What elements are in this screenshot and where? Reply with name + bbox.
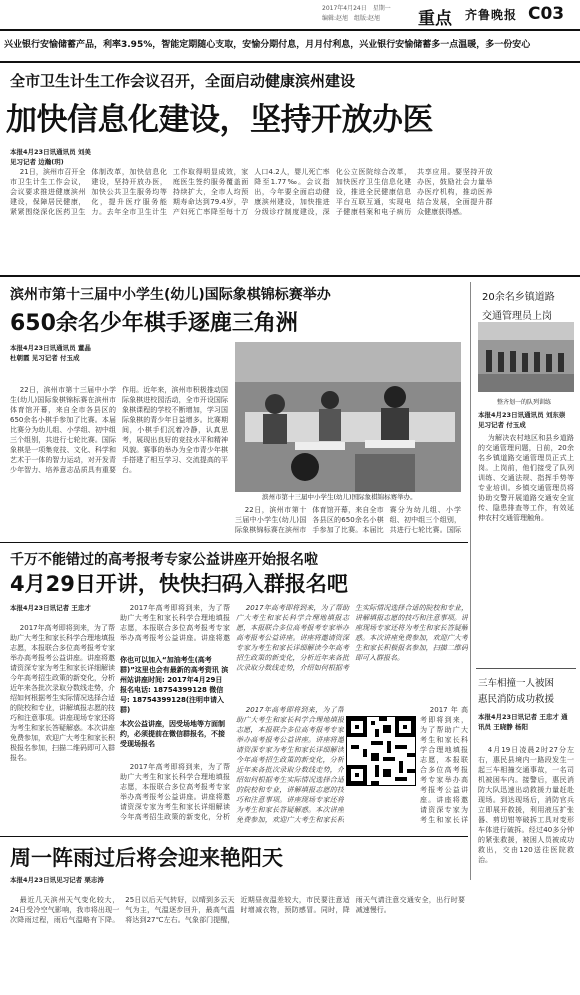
story1-kicker: 全市卫生计生工作会议召开，全面启动健康滨州建设 — [10, 72, 356, 90]
story3-headline: 4月29日开讲，快快扫码入群报名吧 — [10, 572, 348, 596]
story3-byline: 本报4月23日讯记者 王忠才 — [10, 604, 91, 612]
sidebar1-body — [478, 433, 574, 658]
story1-body-text: 21日，滨州市召开全市卫生计生工作会议，会议要求推进健康滨州建设，保障居民健康，紧紧围绕深化医药卫生体制改革，加快信息化建设，坚持开放办医，加快公共卫生服务均等化，提升医疗服务能力。去年全市卫生计生工作取得明显成效，家庭医生签约服务覆盖面持续扩大，全市人均预期寿命达到79.4岁，孕产妇死亡率降至每十万人口4.2人，婴儿死亡率降至1.77‰。会议指出，今年要全面启动健康滨州建设，加快推进分级诊疗制度建设，深化公立医院综合改革，加快医疗卫生信息化建设，推进全民健康信息平台互联互通，实现电子健康档案和电子病历共享应用。要坚持开放办医，鼓励社会力量举办医疗机构，推动医养结合发展，全面提升群众健康获得感。 — [10, 168, 493, 216]
story2-rule — [0, 542, 468, 543]
story1-byline: 本报4月23日讯通讯员 刘美 见习记者 边瀚(玥) — [10, 148, 91, 166]
chess-photo-caption: 滨州市第十三届中小学生(幼儿)国际象棋锦标赛举办。 — [262, 493, 417, 501]
story3-body-right-wrap — [236, 603, 468, 701]
ad-banner — [0, 33, 580, 59]
story2-body-right — [235, 505, 461, 540]
qr-promo-box — [120, 655, 230, 760]
story3-body-mid-text: 2017年高考即将到来，为了帮助广大考生和家长科学合理地填报志愿，本报联合多位高考报考专家举办高考报考公益讲座。讲座将邀 — [120, 604, 230, 642]
story2-body — [10, 385, 228, 535]
story3-body-right-lower — [236, 705, 344, 830]
story3-body-lower — [120, 762, 230, 830]
story3-body-far-right — [420, 705, 468, 830]
qr-code[interactable] — [346, 716, 416, 786]
story4-body-text: 最近几天滨州天气变化较大，24日受冷空气影响，我市将出现一次降雨过程，雨后气温略有下降。25日以后天气转好，以晴到多云天气为主，气温逐步回升，最高气温将达到27℃左右。气象部门提醒，近期昼夜温差较大，市民要注意适时增减衣物，预防感冒。同时，降雨天气请注意交通安全，出行时要减速慢行。 — [10, 896, 465, 924]
ad-rule — [0, 61, 580, 63]
story2-headline: 650余名少年棋手逐鹿三角洲 — [10, 311, 298, 336]
qr-promo-text: 你也可以加入“加油考生(高考群)”这里也会有最新的高考资讯 滨州站讲座时间: 2017年4月29日 报名电话: 18754399128 微信号: 18754399128(注明申请入群) — [120, 656, 229, 714]
story3-kicker: 千万不能错过的高考报考专家公益讲座开始报名啦 — [10, 552, 318, 568]
sidebar1-title1: 20余名乡镇道路 — [482, 292, 555, 303]
traffic-photo-illustration — [478, 322, 574, 392]
chess-tournament-photo — [235, 342, 461, 492]
sidebar1-title2: 交通管理员上岗 — [482, 311, 552, 322]
brand-logo: 齐鲁晚报 — [465, 8, 518, 22]
story3-body-lower-text: 2017年高考即将到来，为了帮助广大考生和家长科学合理地填报志愿，本报联合多位高考报考专家举办高考报考公益讲座。讲座将邀请资深专家为考生和家长详细解读今年高考招生政策的新变化，分析 — [120, 763, 230, 821]
story3-body-right-lower-text: 2017年高考即将到来，为了帮助广大考生和家长科学合理地填报志愿，本报联合多位高考报考专家举办高考报考公益讲座。讲座将邀请资深专家为考生和家长详细解读今年高考招生政策的新变化，分析近年来各批次录取分数线走势，介绍如何根据考生实际情况选择合适的院校和专业，讲解填报志愿的技巧和注意事项。讲座现场专家还将为考生和家长答疑解惑。本次讲座免费参加，欢迎广大考生和家长积 — [236, 706, 344, 824]
sidebar-divider — [470, 282, 471, 880]
story1-body — [10, 167, 574, 267]
ad-banner-text: 兴业银行安愉储蓄产品，利率3.95%，智能定期随心支取，安愉分期付息，月月付利息，兴业银行安愉储蓄多一点温暖，多一份安心 — [4, 40, 531, 50]
story3-body-mid — [120, 603, 230, 651]
story2-body-right-text: 22日，滨州市第十三届中小学生(幼儿)国际象棋锦标赛在滨州市体育馆开幕，来自全市各县区的650余名小棋手参加了比赛。本届比赛分为幼儿组、小学组、初中组三个组别，共进行七轮比赛。国际 — [235, 506, 461, 534]
sidebar2-body — [478, 745, 574, 990]
story3-body-text: 2017年高考即将到来，为了帮助广大考生和家长科学合理地填报志愿，本报联合多位高考报考专家举办高考报考公益讲座。讲座将邀请资深专家为考生和家长详细解读今年高考招生政策的新变化，分析近年来各批次录取分数线走势，介绍如何根据考生实际情况选择合适的院校和专业，讲解填报志愿的技巧和注意事项。讲座现场专家还将为考生和家长答疑解惑。本次讲座免费参加，欢迎广大考生和家长积极报名参加，扫描二维码即可入群报名。 — [10, 624, 115, 762]
story3-body-right-text: 2017年高考即将到来，为了帮助广大考生和家长科学合理地填报志愿，本报联合多位高考报考专家举办高考报考公益讲座。讲座将邀请资深专家为考生和家长详细解读今年高考招生政策的新变化，分析近年来各批次录取分数线走势，介绍如何根据考生实际情况选择合适的院校和专业，讲解填报志愿的技巧和注意事项。讲座现场专家还将为考生和家长答疑解惑。本次讲座免费参加，欢迎广大考生和家长积极报名参加，扫描二维码即可入群报名。 — [236, 604, 468, 672]
story4-headline: 周一阵雨过后将会迎来艳阳天 — [10, 846, 283, 870]
story1-rule — [0, 275, 580, 277]
story2-kicker: 滨州市第十三届中小学生(幼儿)国际象棋锦标赛举办 — [10, 287, 331, 303]
sidebar2-body-text: 4月19日凌晨2时27分左右，惠民县境内一路段发生一起三车相撞交通事故，一名司机被困车内。接警后，惠民消防大队迅速出动救援力量赶赴现场。到达现场后，消防官兵立即展开救援，利用液压扩张器、剪切钳等破拆工具对变形车体进行破拆。经过40多分钟的紧张救援，被困人员被成功救出，交由120送往医院救治。 — [478, 746, 574, 864]
masthead-editors: 编辑:赵旭 组版:赵旭 — [322, 15, 381, 22]
page-number: C03 — [528, 4, 565, 24]
story3-body-far-right-text: 2017年高考即将到来，为了帮助广大考生和家长科学合理地填报志愿，本报联合多位高考报考专家举办高考报考公益讲座。讲座将邀请资深专家为考生和家长详 — [420, 706, 468, 824]
story3-body — [10, 623, 115, 828]
qr-promo-note: 本次公益讲座，因受场地等方面制约，必须提前在微信群报名，不接受现场报名 — [120, 720, 225, 748]
traffic-photo-caption: 整齐划一的队列训练 — [497, 399, 552, 406]
masthead-date: 2017年4月24日 星期一 — [322, 5, 391, 12]
sidebar2-title2: 惠民消防成功救援 — [478, 694, 555, 705]
qr-code-icon — [347, 717, 415, 785]
traffic-training-photo — [478, 322, 574, 392]
sidebar2-byline: 本报4月23日讯记者 王忠才 通讯员 王晓静 杨阳 — [478, 713, 568, 731]
section-title: 重点 — [418, 9, 452, 29]
story4-body — [10, 895, 465, 990]
story3-body-right — [236, 603, 468, 701]
story3-rule — [0, 836, 468, 837]
masthead-rule — [0, 29, 580, 31]
sidebar2-title1: 三车相撞一人被困 — [478, 678, 555, 689]
story4-byline: 本报4月23日讯见习记者 栗志涛 — [10, 876, 104, 884]
masthead — [0, 0, 580, 30]
sidebar1-byline: 本报4月23日讯通讯员 刘东崇 见习记者 付玉成 — [478, 411, 566, 429]
sidebar1-body-text: 为解决农村地区和县乡道路的交通管理问题，日前，20余名乡镇道路交通管理员正式上岗。上岗前，他们接受了队列训练、交通法规、指挥手势等专业培训。乡镇交通管理员将协助交警开展道路交通安全宣传、隐患排查等工作，有效延伸农村交通管理触角。 — [478, 434, 574, 522]
story2-byline: 本报4月23日讯通讯员 董晶 杜朝霞 见习记者 付玉成 — [10, 344, 91, 362]
sidebar-rule — [476, 668, 576, 669]
story1-headline: 加快信息化建设，坚持开放办医 — [6, 102, 433, 138]
story2-body-text: 22日，滨州市第十三届中小学生(幼儿)国际象棋锦标赛在滨州市体育馆开幕，来自全市各县区的650余名小棋手参加了比赛。本届比赛分为幼儿组、小学组、初中组三个组别，共进行七轮比赛。国际象棋是一项集竞技、文化、科学和艺术于一体的智力运动，对开发青少年智力、培养意志品质具有重要作用。近年来，滨州市积极推动国际象棋进校园活动，全市开设国际象棋课程的学校不断增加，学习国际象棋的青少年日益增多。比赛期间，小棋手们沉着冷静，认真思考，展现出良好的竞技水平和精神风貌。赛事的举办为全市青少年棋手搭建了相互学习、交流提高的平台。 — [10, 386, 228, 474]
chess-photo-illustration — [235, 342, 461, 492]
